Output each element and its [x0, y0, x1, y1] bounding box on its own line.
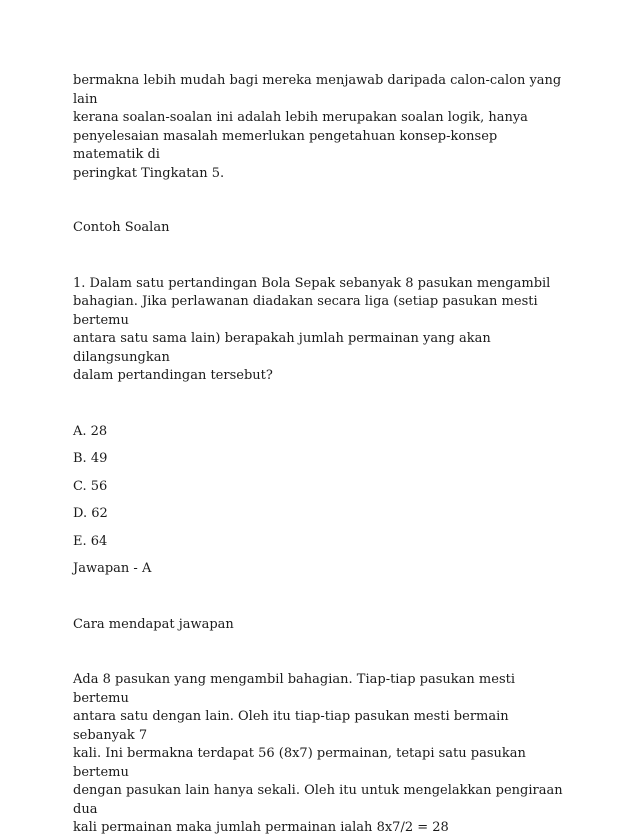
option-e: E. 64	[73, 533, 108, 549]
answer-line: Jawapan - A	[73, 561, 152, 576]
intro-paragraph: bermakna lebih mudah bagi mereka menjawab daripada calon-calon yang lain kerana soalan-soalan ini adalah lebih merupakan soalan logik, hanya penyelesaian masalah memerlukan pengetahuan konsep-konsep matematik di peringkat Tingkatan 5.	[73, 73, 562, 181]
example-heading: Contoh Soalan	[73, 220, 170, 235]
explanation-paragraph: Ada 8 pasukan yang mengambil bahagian. Tiap-tiap pasukan mesti bertemu antara satu dengan lain. Oleh itu tiap-tiap pasukan mesti bermain sebanyak 7 kali. Ini bermakna terdapat 56 (8x7) permainan, tetapi satu pasukan bertemu dengan pasukan lain hanya sekali. Oleh itu untuk mengelakkan pengiraan dua kali permainan maka jumlah permainan ialah 8x7/2 = 28	[73, 672, 563, 835]
question-text: 1. Dalam satu pertandingan Bola Sepak sebanyak 8 pasukan mengambil bahagian. Jika perlawanan diadakan secara liga (setiap pasukan mesti bertemu antara satu sama lain) berapakah jumlah permainan yang akan dilangsungkan dalam pertandingan tersebut?	[73, 275, 551, 383]
answer-options	[73, 423, 563, 579]
method-heading: Cara mendapat jawapan	[73, 616, 234, 632]
document-page	[73, 72, 563, 838]
option-b: B. 49	[73, 451, 108, 466]
option-a: A. 28	[73, 423, 108, 439]
option-c: C. 56	[73, 478, 108, 494]
option-d: D. 62	[73, 506, 108, 521]
